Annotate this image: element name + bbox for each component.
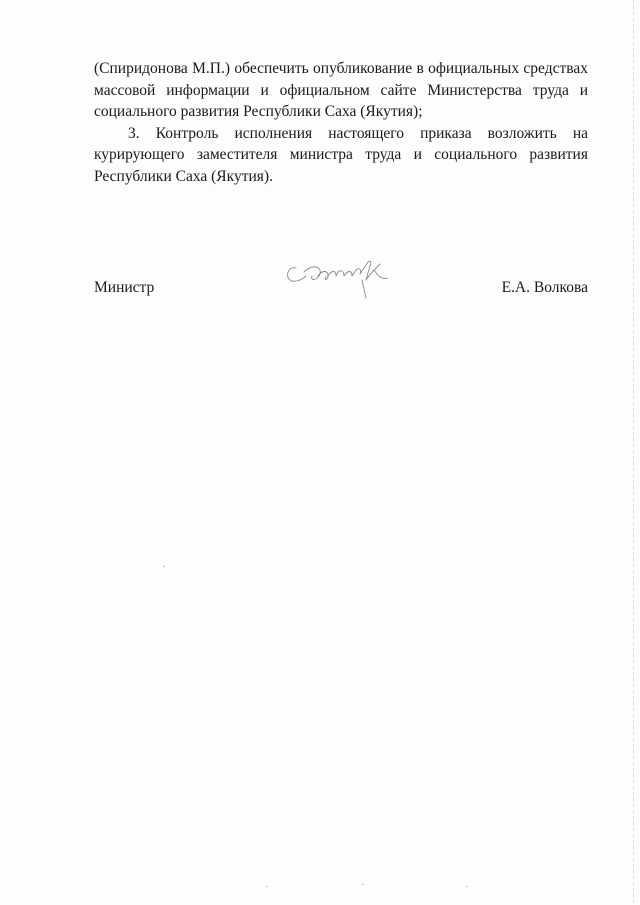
signatory-name: Е.А. Волкова bbox=[501, 279, 588, 296]
document-body bbox=[94, 58, 588, 187]
scan-edge-line bbox=[633, 0, 634, 905]
paragraph-continuation: (Спиридонова М.П.) обеспечить опубликование в официальных средствах массовой информации и официальном сайте Министерства труда и социального развития Республики Саха (Якутия); bbox=[94, 60, 588, 120]
scan-artifact bbox=[266, 886, 268, 887]
scan-artifact bbox=[362, 884, 364, 885]
scan-artifact bbox=[163, 566, 165, 567]
signature-row bbox=[94, 279, 588, 303]
scan-artifact bbox=[466, 886, 468, 887]
paragraph-3: 3. Контроль исполнения настоящего приказа возложить на курирующего заместителя министра труда и социального развития Республики Саха (Якутия). bbox=[94, 124, 588, 185]
signatory-position: Министр bbox=[94, 279, 155, 296]
